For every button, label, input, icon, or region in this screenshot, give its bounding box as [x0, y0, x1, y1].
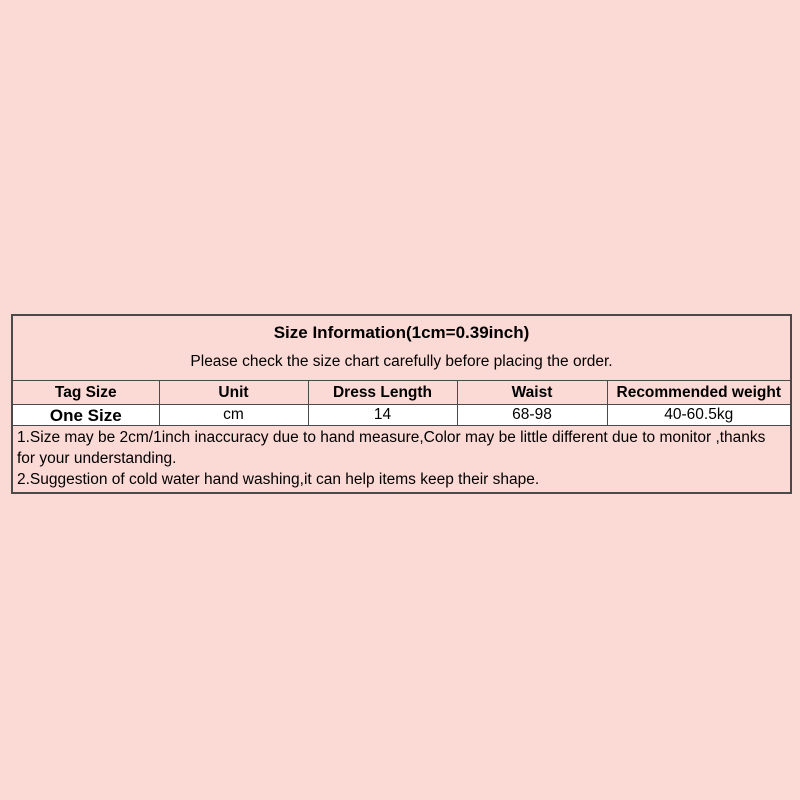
size-chart-subtitle: Please check the size chart carefully before placing the order. — [190, 353, 613, 370]
column-header-tag-size: Tag Size — [12, 381, 159, 405]
cell-dress-length: 14 — [308, 405, 457, 426]
notes-row — [12, 426, 791, 494]
column-header-waist: Waist — [457, 381, 607, 405]
notes-cell — [12, 426, 791, 494]
table-row — [12, 405, 791, 426]
column-header-recommended-weight: Recommended weight — [607, 381, 791, 405]
note-washing-suggestion: 2.Suggestion of cold water hand washing,it can help items keep their shape. — [17, 471, 540, 488]
table-header-cell — [12, 315, 791, 381]
table-header-block — [12, 315, 791, 381]
column-header-unit: Unit — [159, 381, 308, 405]
cell-tag-size: One Size — [12, 405, 159, 426]
column-header-dress-length: Dress Length — [308, 381, 457, 405]
cell-waist: 68-98 — [457, 405, 607, 426]
size-information-table — [11, 314, 792, 494]
cell-unit: cm — [159, 405, 308, 426]
column-header-row — [12, 381, 791, 405]
size-chart-title: Size Information(1cm=0.39inch) — [273, 323, 530, 342]
cell-recommended-weight: 40-60.5kg — [607, 405, 791, 426]
note-measure-disclaimer: 1.Size may be 2cm/1inch inaccuracy due to hand measure,Color may be little different due to monitor ,thanks for your understanding. — [17, 429, 766, 467]
